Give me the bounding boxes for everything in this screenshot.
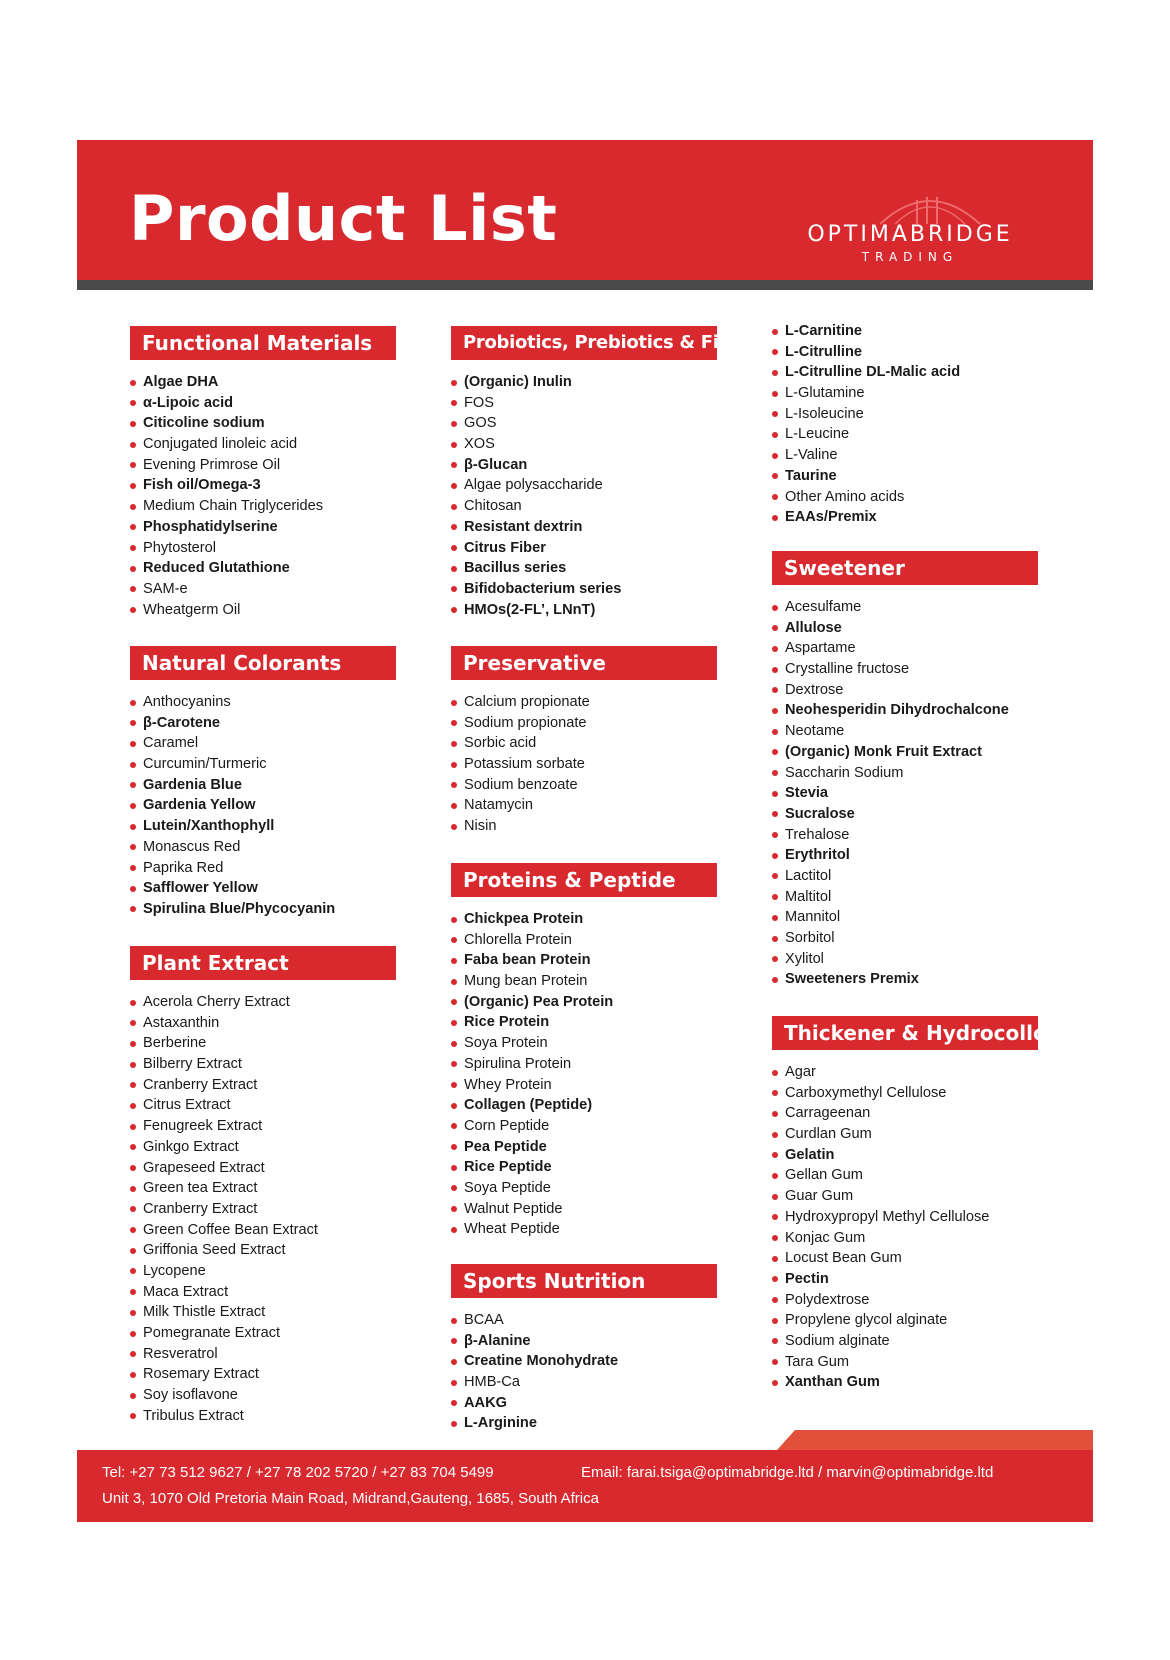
section-heading: Thickener & Hydrocolloids [772, 1016, 1038, 1050]
product-item: Stevia [772, 783, 1038, 804]
product-item: Gellan Gum [772, 1165, 1038, 1186]
product-item: Ginkgo Extract [130, 1137, 396, 1158]
product-item: EAAs/Premix [772, 507, 960, 528]
brand-subtitle: TRADING [861, 250, 959, 264]
section-heading: Natural Colorants [130, 646, 396, 680]
product-item: Rice Protein [451, 1012, 717, 1033]
product-item: Citicoline sodium [130, 413, 396, 434]
product-item: Gardenia Blue [130, 775, 396, 796]
product-item: Agar [772, 1062, 1038, 1083]
product-item: Pomegranate Extract [130, 1323, 396, 1344]
product-item: Rice Peptide [451, 1157, 717, 1178]
product-item: SAM-e [130, 579, 396, 600]
product-item: Citrus Fiber [451, 538, 717, 559]
product-item: Soy isoflavone [130, 1385, 396, 1406]
section-heading: Functional Materials [130, 326, 396, 360]
product-item: Bacillus series [451, 558, 717, 579]
product-item: Potassium sorbate [451, 754, 717, 775]
product-item: Sweeteners Premix [772, 969, 1038, 990]
product-item: Pectin [772, 1269, 1038, 1290]
product-item: Phytosterol [130, 538, 396, 559]
product-item: α-Lipoic acid [130, 393, 396, 414]
product-item: Whey Protein [451, 1075, 717, 1096]
product-item: Cranberry Extract [130, 1199, 396, 1220]
product-item: Locust Bean Gum [772, 1248, 1038, 1269]
product-list [130, 992, 396, 1426]
product-item: L-Leucine [772, 424, 960, 445]
section-sports-nutrition [451, 1264, 717, 1434]
product-item: L-Glutamine [772, 383, 960, 404]
product-item: Sorbitol [772, 928, 1038, 949]
product-item: Erythritol [772, 845, 1038, 866]
product-item: Lycopene [130, 1261, 396, 1282]
product-item: Chitosan [451, 496, 717, 517]
product-item: Polydextrose [772, 1290, 1038, 1311]
product-item: Neohesperidin Dihydrochalcone [772, 700, 1038, 721]
product-item: Collagen (Peptide) [451, 1095, 717, 1116]
product-item: GOS [451, 413, 717, 434]
product-item: Spirulina Protein [451, 1054, 717, 1075]
product-item: Fish oil/Omega-3 [130, 475, 396, 496]
section-heading: Plant Extract [130, 946, 396, 980]
product-item: Berberine [130, 1033, 396, 1054]
section-heading: Sports Nutrition [451, 1264, 717, 1298]
product-item: Maca Extract [130, 1282, 396, 1303]
product-item: Sodium benzoate [451, 775, 717, 796]
product-item: β-Alanine [451, 1331, 717, 1352]
product-item: Lutein/Xanthophyll [130, 816, 396, 837]
product-item: L-Citrulline DL-Malic acid [772, 362, 960, 383]
section-heading: Probiotics, Prebiotics & Fibers [451, 326, 717, 360]
product-item: HMB-Ca [451, 1372, 717, 1393]
product-item: Creatine Monohydrate [451, 1351, 717, 1372]
product-item: Carboxymethyl Cellulose [772, 1083, 1038, 1104]
product-item: HMOs(2-FL’, LNnT) [451, 600, 717, 621]
section-sweetener [772, 551, 1038, 990]
product-item: L-Isoleucine [772, 404, 960, 425]
company-logo [785, 186, 1035, 276]
product-item: Corn Peptide [451, 1116, 717, 1137]
product-item: FOS [451, 393, 717, 414]
product-item: Mung bean Protein [451, 971, 717, 992]
page-title: Product List [129, 182, 558, 255]
product-item: Saccharin Sodium [772, 763, 1038, 784]
section-heading: Preservative [451, 646, 717, 680]
product-item: Resveratrol [130, 1344, 396, 1365]
product-item: β-Glucan [451, 455, 717, 476]
product-item: Algae polysaccharide [451, 475, 717, 496]
product-item: Mannitol [772, 907, 1038, 928]
product-item: Natamycin [451, 795, 717, 816]
section-plant-extract [130, 946, 396, 1426]
product-item: Lactitol [772, 866, 1038, 887]
product-item: Conjugated linoleic acid [130, 434, 396, 455]
product-item: Grapeseed Extract [130, 1158, 396, 1179]
product-item: Green Coffee Bean Extract [130, 1220, 396, 1241]
section-natural-colorants [130, 646, 396, 920]
product-list [451, 1310, 717, 1434]
product-item: BCAA [451, 1310, 717, 1331]
product-item: Gardenia Yellow [130, 795, 396, 816]
section-thickener-hydrocolloids [772, 1016, 1080, 1393]
product-item: Dextrose [772, 680, 1038, 701]
product-item: Allulose [772, 618, 1038, 639]
product-item: (Organic) Inulin [451, 372, 717, 393]
product-item: Algae DHA [130, 372, 396, 393]
product-list [451, 909, 717, 1240]
product-item: Sorbic acid [451, 733, 717, 754]
product-item: Acesulfame [772, 597, 1038, 618]
product-item: Neotame [772, 721, 1038, 742]
product-item: (Organic) Pea Protein [451, 992, 717, 1013]
bridge-arch-icon [875, 186, 985, 226]
product-item: Safflower Yellow [130, 878, 396, 899]
product-item: Xylitol [772, 949, 1038, 970]
footer-email: Email: farai.tsiga@optimabridge.ltd / marvin@optimabridge.ltd [581, 1464, 994, 1481]
footer-phone: Tel: +27 73 512 9627 / +27 78 202 5720 / +27 83 704 5499 [102, 1464, 494, 1481]
brand-name: OPTIMABRIDGE [807, 222, 1013, 247]
product-item: Griffonia Seed Extract [130, 1240, 396, 1261]
footer-contact-bar [77, 1450, 1093, 1522]
product-item: L-Citrulline [772, 342, 960, 363]
product-item: Spirulina Blue/Phycocyanin [130, 899, 396, 920]
product-item: Konjac Gum [772, 1228, 1038, 1249]
product-list [451, 372, 717, 620]
product-item: Pea Peptide [451, 1137, 717, 1158]
product-item: L-Carnitine [772, 321, 960, 342]
section-heading: Sweetener [772, 551, 1038, 585]
product-item: Green tea Extract [130, 1178, 396, 1199]
product-item: Wheatgerm Oil [130, 600, 396, 621]
product-item: Taurine [772, 466, 960, 487]
product-item: AAKG [451, 1393, 717, 1414]
product-item: Xanthan Gum [772, 1372, 1038, 1393]
product-item: Curdlan Gum [772, 1124, 1038, 1145]
product-item: Evening Primrose Oil [130, 455, 396, 476]
product-list [772, 321, 960, 528]
product-list [772, 1062, 1038, 1393]
section-functional-materials [130, 326, 396, 620]
product-item: Soya Peptide [451, 1178, 717, 1199]
product-item: Hydroxypropyl Methyl Cellulose [772, 1207, 1038, 1228]
product-list [130, 692, 396, 920]
product-item: Aspartame [772, 638, 1038, 659]
product-item: L-Arginine [451, 1413, 717, 1434]
product-item: Calcium propionate [451, 692, 717, 713]
section-preservative [451, 646, 717, 837]
product-item: Gelatin [772, 1145, 1038, 1166]
product-item: (Organic) Monk Fruit Extract [772, 742, 1038, 763]
product-item: Maltitol [772, 887, 1038, 908]
product-item: Reduced Glutathione [130, 558, 396, 579]
product-item: Phosphatidylserine [130, 517, 396, 538]
product-item: XOS [451, 434, 717, 455]
product-item: Resistant dextrin [451, 517, 717, 538]
footer-address: Unit 3, 1070 Old Pretoria Main Road, Midrand,Gauteng, 1685, South Africa [102, 1490, 599, 1507]
header-banner [77, 140, 1093, 290]
product-item: Monascus Red [130, 837, 396, 858]
product-item: Chlorella Protein [451, 930, 717, 951]
product-item: Milk Thistle Extract [130, 1302, 396, 1323]
product-list [772, 597, 1038, 990]
product-item: Sodium alginate [772, 1331, 1038, 1352]
product-item: Rosemary Extract [130, 1364, 396, 1385]
section-heading: Proteins & Peptide [451, 863, 717, 897]
product-item: Soya Protein [451, 1033, 717, 1054]
product-item: Bilberry Extract [130, 1054, 396, 1075]
product-item: L-Valine [772, 445, 960, 466]
product-item: Astaxanthin [130, 1013, 396, 1034]
product-item: Caramel [130, 733, 396, 754]
product-item: Bifidobacterium series [451, 579, 717, 600]
banner-divider [77, 280, 1093, 290]
product-item: Anthocyanins [130, 692, 396, 713]
product-item: Carrageenan [772, 1103, 1038, 1124]
product-item: Paprika Red [130, 858, 396, 879]
product-item: Propylene glycol alginate [772, 1310, 1038, 1331]
section-sports-nutrition-continued [772, 321, 960, 528]
footer-accent-stripe [77, 1430, 1093, 1450]
product-item: Walnut Peptide [451, 1199, 717, 1220]
section-proteins-peptide [451, 863, 717, 1240]
product-list [130, 372, 396, 620]
product-list [451, 692, 717, 837]
product-item: Other Amino acids [772, 487, 960, 508]
product-item: Curcumin/Turmeric [130, 754, 396, 775]
product-item: Tribulus Extract [130, 1406, 396, 1427]
product-item: Sucralose [772, 804, 1038, 825]
product-item: Nisin [451, 816, 717, 837]
product-item: Citrus Extract [130, 1095, 396, 1116]
product-item: Wheat Peptide [451, 1219, 717, 1240]
product-item: Tara Gum [772, 1352, 1038, 1373]
product-item: Faba bean Protein [451, 950, 717, 971]
product-item: Medium Chain Triglycerides [130, 496, 396, 517]
product-item: Chickpea Protein [451, 909, 717, 930]
product-item: Acerola Cherry Extract [130, 992, 396, 1013]
product-item: Cranberry Extract [130, 1075, 396, 1096]
product-item: β-Carotene [130, 713, 396, 734]
section-probiotics-prebiotics-fibers [451, 326, 763, 620]
product-item: Fenugreek Extract [130, 1116, 396, 1137]
product-item: Sodium propionate [451, 713, 717, 734]
product-item: Guar Gum [772, 1186, 1038, 1207]
product-item: Trehalose [772, 825, 1038, 846]
product-item: Crystalline fructose [772, 659, 1038, 680]
